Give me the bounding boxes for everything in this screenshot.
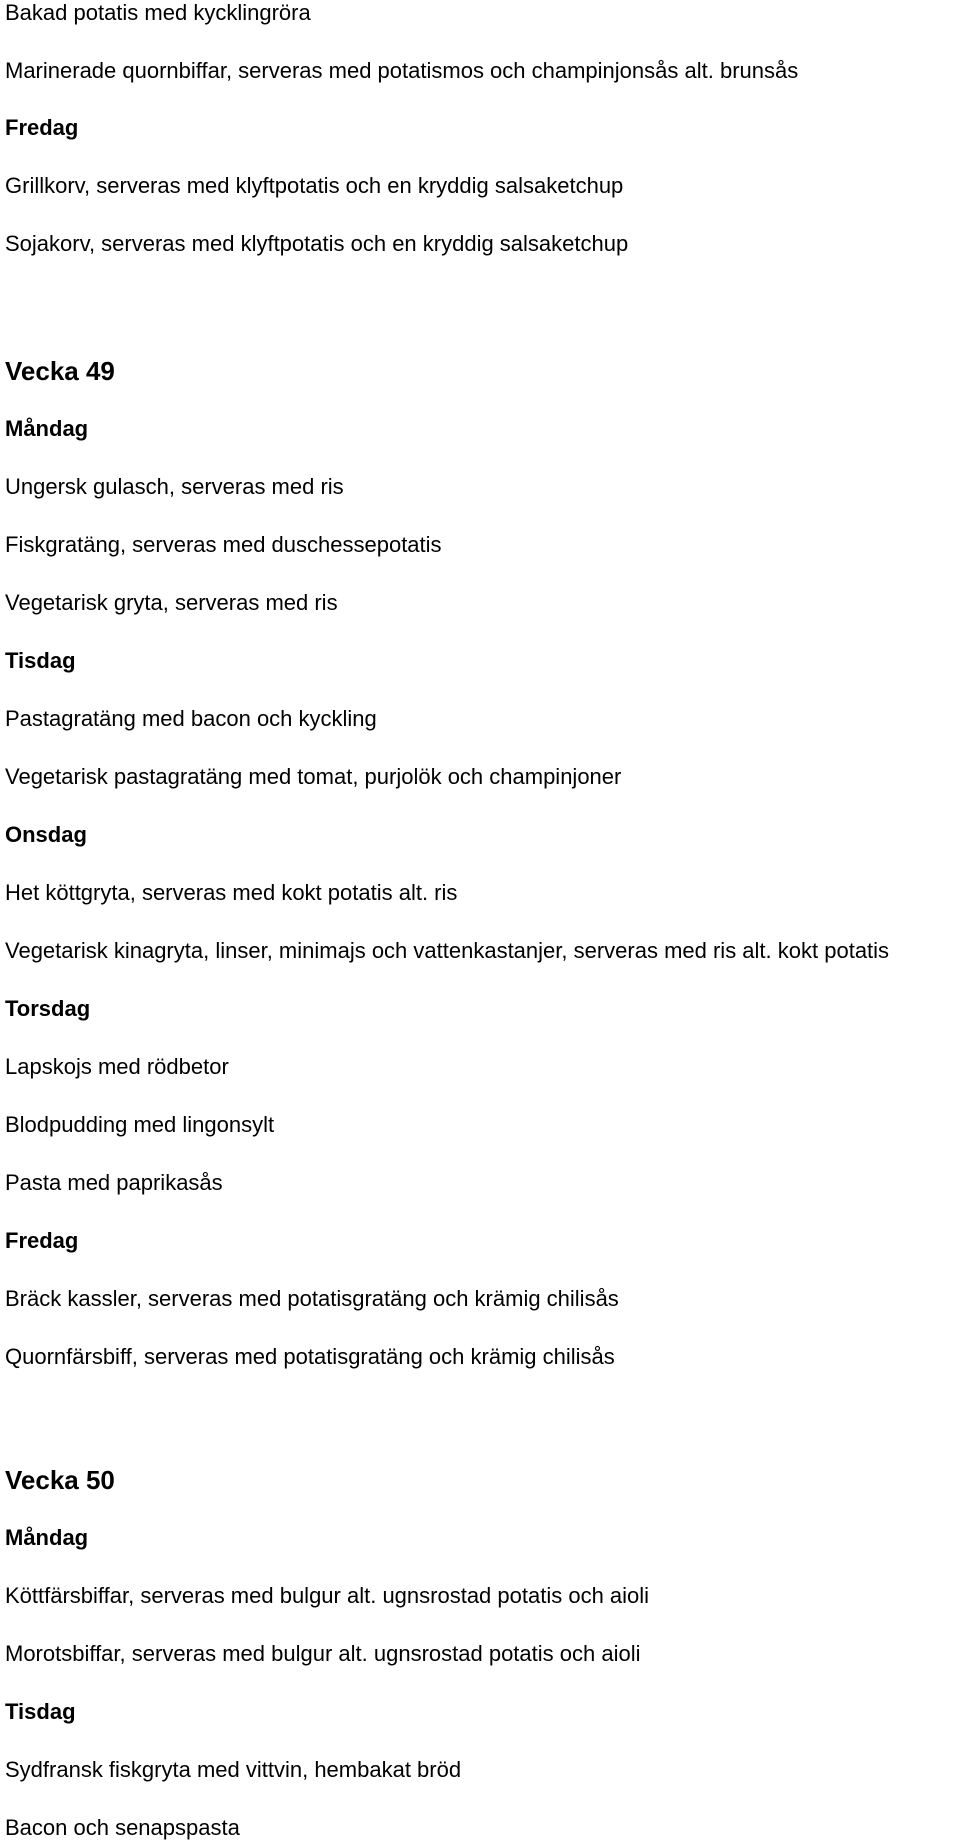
day-heading-thursday: Torsdag [5,996,91,1021]
dish-item: Sojakorv, serveras med klyftpotatis och en kryddig salsaketchup [5,231,629,256]
day-heading-monday: Måndag [5,416,89,441]
dish-item: Marinerade quornbiffar, serveras med potatismos och champinjonsås alt. brunsås [5,58,799,83]
day-heading-tuesday: Tisdag [5,1699,76,1724]
dish-item: Sydfransk fiskgryta med vittvin, hembakat bröd [5,1757,462,1782]
dish-item: Pasta med paprikasås [5,1170,223,1195]
dish-item: Bacon och senapspasta [5,1815,240,1840]
dish-item: Köttfärsbiffar, serveras med bulgur alt. ugnsrostad potatis och aioli [5,1583,650,1608]
dish-item: Morotsbiffar, serveras med bulgur alt. ugnsrostad potatis och aioli [5,1641,641,1666]
dish-item: Quornfärsbiff, serveras med potatisgratäng och krämig chilisås [5,1344,615,1369]
week-heading-49: Vecka 49 [5,356,115,386]
dish-item: Fiskgratäng, serveras med duschessepotatis [5,532,442,557]
week-heading-50: Vecka 50 [5,1465,115,1495]
day-heading-friday: Fredag [5,115,79,140]
day-heading-friday: Fredag [5,1228,79,1253]
dish-item: Ungersk gulasch, serveras med ris [5,474,344,499]
day-heading-tuesday: Tisdag [5,648,76,673]
day-heading-monday: Måndag [5,1525,89,1550]
dish-item: Lapskojs med rödbetor [5,1054,229,1079]
dish-item: Pastagratäng med bacon och kyckling [5,706,377,731]
dish-item: Het köttgryta, serveras med kokt potatis alt. ris [5,880,458,905]
dish-item: Grillkorv, serveras med klyftpotatis och en kryddig salsaketchup [5,173,624,198]
dish-item: Bräck kassler, serveras med potatisgratäng och krämig chilisås [5,1286,619,1311]
day-heading-wednesday: Onsdag [5,822,87,847]
dish-item: Blodpudding med lingonsylt [5,1112,275,1137]
dish-item: Vegetarisk kinagryta, linser, minimajs och vattenkastanjer, serveras med ris alt. kokt potatis [5,938,890,963]
dish-item: Bakad potatis med kycklingröra [5,0,311,25]
dish-item: Vegetarisk pastagratäng med tomat, purjolök och champinjoner [5,764,622,789]
dish-item: Vegetarisk gryta, serveras med ris [5,590,338,615]
